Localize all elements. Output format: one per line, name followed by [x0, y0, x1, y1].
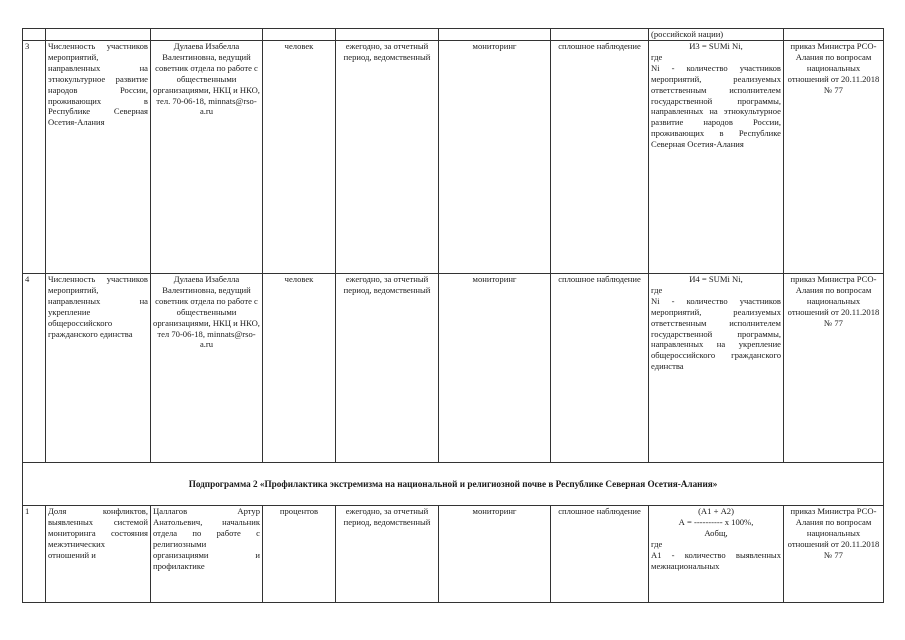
subprogram-row: [23, 463, 884, 506]
cell-responsible: Дулаева Изабелла Валентиновна, ведущий советник отдела по работе с общественными организациями, НКЦ и НКО, тел. 70-06-18, minnats@rso-a.ru: [151, 41, 263, 274]
cell-coverage: сплошное наблюдение: [551, 41, 649, 274]
cell-empty: [784, 29, 884, 41]
cell-indicator-name: Доля конфликтов, выявленных системой мониторинга состояния межэтнических отношений и: [46, 506, 151, 603]
formula-denominator: Аобщ,: [704, 527, 728, 538]
cell-empty: [23, 29, 46, 41]
formula-numerator: (А1 + А2): [698, 506, 734, 516]
cell-formula: [649, 506, 784, 603]
cell-responsible: Дулаева Изабелла Валентиновна, ведущий советник отдела по работе с общественными организациями, НКЦ и НКО, тел 70-06-18, minnats@rso-a.ru: [151, 274, 263, 463]
cell-coverage: сплошное наблюдение: [551, 506, 649, 603]
formula-line: И4 = SUMi Ni,: [689, 274, 743, 284]
cell-method: мониторинг: [439, 41, 551, 274]
cell-source: приказ Министра РСО-Алания по вопросам национальных отношений от 20.11.2018 № 77: [784, 274, 884, 463]
cell-coverage: сплошное наблюдение: [551, 274, 649, 463]
cell-number: 3: [23, 41, 46, 274]
cell-empty: [46, 29, 151, 41]
formula-fraction: А = ---------- x 100%,: [678, 516, 754, 527]
cell-indicator-name: Численность участников мероприятий, направленных на этнокультурное развитие народов России, проживающих в Республике Северная Осетия-Алания: [46, 41, 151, 274]
formula-description: где Ni - количество участников мероприятий, реализуемых ответственным исполнителем государственной программы, направленных на этнокультурное развитие народов России, проживающих в Республике Северная Осетия-Алания: [651, 51, 781, 150]
table-row: [23, 41, 884, 274]
cell-unit: процентов: [263, 506, 336, 603]
cell-frequency: ежегодно, за отчетный период, ведомственный: [336, 506, 439, 603]
subprogram-title: Подпрограмма 2 «Профилактика экстремизма на национальной и религиозной почве в Республике Северная Осетия-Алания»: [23, 463, 884, 506]
cell-empty: [551, 29, 649, 41]
cell-source: приказ Министра РСО-Алания по вопросам национальных отношений от 20.11.2018 № 77: [784, 41, 884, 274]
cell-formula: [649, 41, 784, 274]
cell-method: мониторинг: [439, 274, 551, 463]
cell-empty: [439, 29, 551, 41]
table-row: [23, 506, 884, 603]
formula-description: где А1 - количество выявленных межнациональных: [651, 538, 781, 571]
cell-responsible: Цаллагов Артур Анатольевич, начальник отдела по работе с религиозными организациями и профилактике: [151, 506, 263, 603]
formula-description: где Ni - количество участников мероприятий, реализуемых ответственным исполнителем государственной программы, направленных на укрепление общероссийского гражданского единства: [651, 284, 781, 372]
cell-method: мониторинг: [439, 506, 551, 603]
table-row: [23, 274, 884, 463]
cell-empty: [263, 29, 336, 41]
cell-frequency: ежегодно, за отчетный период, ведомственный: [336, 41, 439, 274]
indicator-table: [22, 28, 884, 603]
cell-empty: [336, 29, 439, 41]
cell-number: 1: [23, 506, 46, 603]
cell-unit: человек: [263, 274, 336, 463]
cell-indicator-name: Численность участников мероприятий, направленных на укрепление общероссийского гражданского единства: [46, 274, 151, 463]
cell-empty: [151, 29, 263, 41]
formula-line: И3 = SUMi Ni,: [689, 41, 743, 51]
table-row-continuation: [23, 29, 884, 41]
cell-formula-fragment: (российской нации): [649, 29, 784, 41]
cell-number: 4: [23, 274, 46, 463]
cell-formula: [649, 274, 784, 463]
cell-frequency: ежегодно, за отчетный период, ведомственный: [336, 274, 439, 463]
cell-source: приказ Министра РСО-Алания по вопросам национальных отношений от 20.11.2018 № 77: [784, 506, 884, 603]
cell-unit: человек: [263, 41, 336, 274]
